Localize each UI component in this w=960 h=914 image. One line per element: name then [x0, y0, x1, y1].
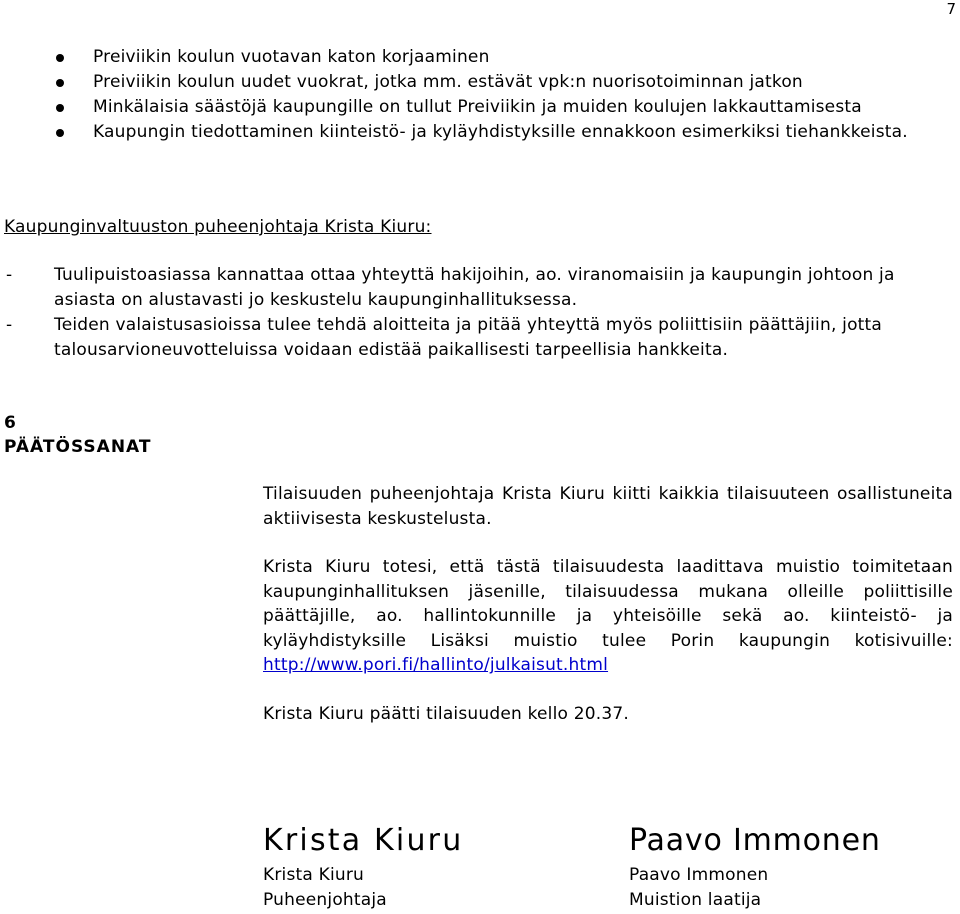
section-title: PÄÄTÖSSANAT	[4, 437, 152, 457]
bullet-item	[54, 120, 944, 145]
bullet-dot-icon	[56, 129, 64, 137]
bullet-item	[54, 95, 944, 120]
dash-text: Teiden valaistusasioissa tulee tehdä aloitteita ja pitää yhteyttä myös poliittisiin päättäjiin, jotta talousarvioneuvotteluissa voidaan edistää paikallisesti tarpeellisia hankkeita.	[54, 315, 883, 360]
bullet-item	[54, 45, 944, 70]
signer-role-secretary: Muistion laatija	[629, 890, 762, 910]
closing-paragraph-thanks: Tilaisuuden puheenjohtaja Krista Kiuru kiitti kaikkia tilaisuuteen osallistuneita aktiivisesta keskustelusta.	[263, 484, 953, 529]
memo-text: Krista Kiuru totesi, että tästä tilaisuudesta laadittava muistio toimitetaan kaupunginhallituksen jäsenille, tilaisuudessa mukana olleille poliittisille päättäjille, ao. hallintokunnille ja yhteisöille sekä ao. kiinteistö- ja kyläyhdistyksille Lisäksi muistio tulee Porin kaupungin kotisivuille:	[263, 557, 953, 651]
bullet-text: Kaupungin tiedottaminen kiinteistö- ja kyläyhdistyksille ennakkoon esimerkiksi tiehankkeista.	[93, 122, 908, 142]
bullet-dot-icon	[56, 104, 64, 112]
page-number: 7	[946, 0, 956, 18]
bullet-text: Preiviikin koulun uudet vuokrat, jotka mm. estävät vpk:n nuorisotoiminnan jatkon	[93, 72, 803, 92]
signer-name-chair: Krista Kiuru	[263, 865, 365, 885]
bullet-dot-icon	[56, 54, 64, 62]
closing-paragraph-end: Krista Kiuru päätti tilaisuuden kello 20.37.	[263, 704, 630, 724]
dash-list	[4, 263, 959, 363]
signer-role-chair: Puheenjohtaja	[263, 890, 387, 910]
bullet-item	[54, 70, 944, 95]
section-number: 6	[4, 413, 16, 433]
speaker-heading: Kaupunginvaltuuston puheenjohtaja Krista Kiuru:	[4, 217, 432, 237]
signature-chair: Krista Kiuru	[263, 823, 464, 858]
bullet-dot-icon	[56, 79, 64, 87]
signature-secretary: Paavo Immonen	[629, 823, 881, 858]
dash-marker: -	[6, 315, 13, 335]
bullet-text: Preiviikin koulun vuotavan katon korjaaminen	[93, 47, 490, 67]
dash-item	[4, 313, 959, 363]
bullet-text: Minkälaisia säästöjä kaupungille on tullut Preiviikin ja muiden koulujen lakkauttamisesta	[93, 97, 862, 117]
dash-item	[4, 263, 959, 313]
signer-name-secretary: Paavo Immonen	[629, 865, 769, 885]
dash-marker: -	[6, 265, 13, 285]
memo-link[interactable]: http://www.pori.fi/hallinto/julkaisut.html	[263, 655, 609, 676]
bullet-list	[54, 45, 944, 145]
closing-paragraph-memo	[263, 555, 953, 678]
dash-text: Tuulipuistoasiassa kannattaa ottaa yhteyttä hakijoihin, ao. viranomaisiin ja kaupungin johtoon ja asiasta on alustavasti jo keskustelu kaupunginhallituksessa.	[54, 265, 895, 310]
